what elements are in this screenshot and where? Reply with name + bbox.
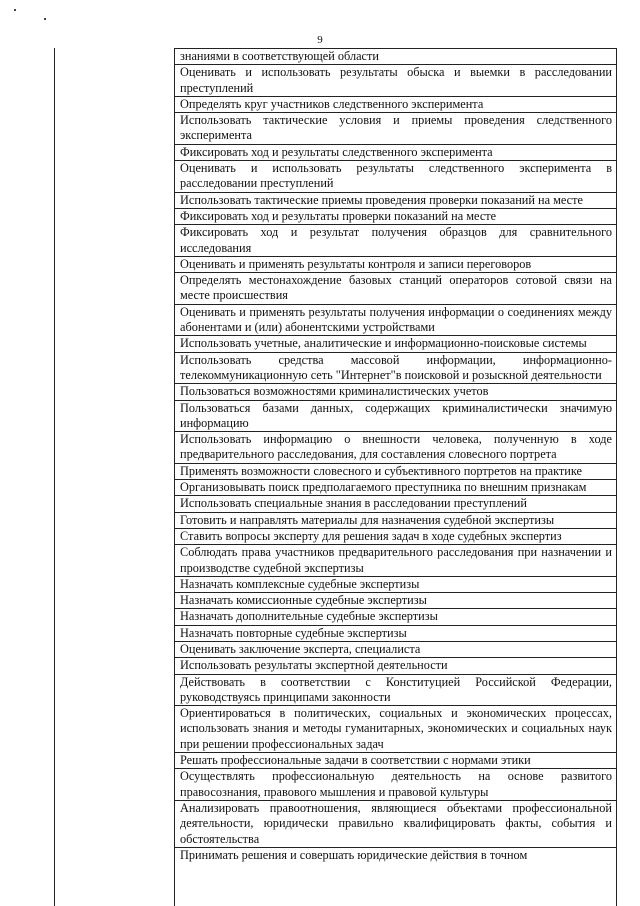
table-row: Соблюдать права участников предварительного расследования при назначении и производстве судебной экспертизы bbox=[175, 545, 616, 577]
table-row: Использовать специальные знания в расследовании преступлений bbox=[175, 496, 616, 512]
table-row: Использовать результаты экспертной деятельности bbox=[175, 658, 616, 674]
table-row: Использовать средства массовой информации, информационно-телекоммуникационную сеть "Интернет"в поисковой и розыскной деятельности bbox=[175, 353, 616, 385]
table-row: Назначать комплексные судебные экспертизы bbox=[175, 577, 616, 593]
table-row: Оценивать и применять результаты контроля и записи переговоров bbox=[175, 257, 616, 273]
table-row: Пользоваться возможностями криминалистических учетов bbox=[175, 384, 616, 400]
table-row: Использовать информацию о внешности человека, полученную в ходе предварительного расследования, для составления словесного портрета bbox=[175, 432, 616, 464]
table-rows bbox=[175, 48, 616, 863]
table-row: Назначать повторные судебные экспертизы bbox=[175, 626, 616, 642]
table-row: Оценивать заключение эксперта, специалиста bbox=[175, 642, 616, 658]
table-row: Назначать комиссионные судебные экспертизы bbox=[175, 593, 616, 609]
page-number: 9 bbox=[317, 34, 323, 46]
table-row: Фиксировать ход и результат получения образцов для сравнительного исследования bbox=[175, 225, 616, 257]
table-row: знаниями в соответствующей области bbox=[175, 48, 616, 65]
table-row: Оценивать и применять результаты получения информации о соединениях между абонентами и (или) абонентскими устройствами bbox=[175, 305, 616, 337]
table-row: Оценивать и использовать результаты следственного эксперимента в расследовании преступлений bbox=[175, 161, 616, 193]
table-row: Определять круг участников следственного эксперимента bbox=[175, 97, 616, 113]
table-row: Осуществлять профессиональную деятельность на основе развитого правосознания, правового мышления и правовой культуры bbox=[175, 769, 616, 801]
table-row: Использовать тактические приемы проведения проверки показаний на месте bbox=[175, 193, 616, 209]
scan-speck bbox=[44, 18, 46, 20]
table-row: Анализировать правоотношения, являющиеся объектами профессиональной деятельности, юридически правильно квалифицировать факты, события и обстоятельства bbox=[175, 801, 616, 848]
scan-speck bbox=[14, 9, 16, 11]
table-row: Пользоваться базами данных, содержащих криминалистически значимую информацию bbox=[175, 401, 616, 433]
table-row: Готовить и направлять материалы для назначения судебной экспертизы bbox=[175, 513, 616, 529]
table-row: Фиксировать ход и результаты проверки показаний на месте bbox=[175, 209, 616, 225]
table-row: Принимать решения и совершать юридические действия в точном bbox=[180, 847, 528, 862]
table-row: Ориентироваться в политических, социальных и экономических процессах, использовать знания и методы гуманитарных, экономических и социальных наук при решении профессиональных задач bbox=[175, 706, 616, 753]
table-row: Ставить вопросы эксперту для решения задач в ходе судебных экспертиз bbox=[175, 529, 616, 545]
table-row: Действовать в соответствии с Конституцией Российской Федерации, руководствуясь принципами законности bbox=[175, 675, 616, 707]
table-row: Назначать дополнительные судебные экспертизы bbox=[175, 609, 616, 625]
table-row: Применять возможности словесного и субъективного портретов на практике bbox=[175, 464, 616, 480]
table-row: Определять местонахождение базовых станций операторов сотовой связи на месте происшествия bbox=[175, 273, 616, 305]
table-row: Использовать учетные, аналитические и информационно-поисковые системы bbox=[175, 336, 616, 352]
table-row: Решать профессиональные задачи в соответствии с нормами этики bbox=[175, 753, 616, 769]
skills-table bbox=[54, 48, 617, 906]
table-row: Организовывать поиск предполагаемого преступника по внешним признакам bbox=[175, 480, 616, 496]
table-row: Использовать тактические условия и приемы проведения следственного эксперимента bbox=[175, 113, 616, 145]
table-row: Оценивать и использовать результаты обыска и выемки в расследовании преступлений bbox=[175, 65, 616, 97]
table-row: Фиксировать ход и результаты следственного эксперимента bbox=[175, 145, 616, 161]
table-left-column bbox=[55, 48, 175, 906]
